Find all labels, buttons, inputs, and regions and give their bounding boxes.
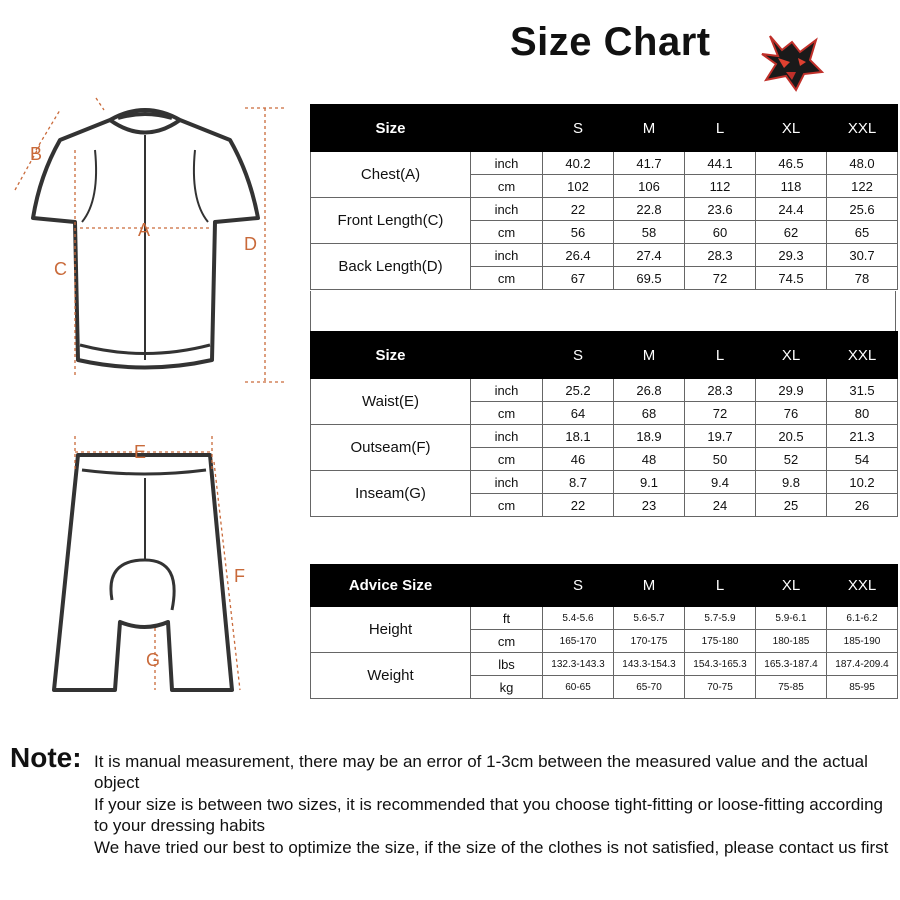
- shorts-outline: [54, 455, 232, 690]
- value-cell: 18.9: [614, 425, 685, 448]
- value-cell: 24: [685, 494, 756, 517]
- value-cell: 154.3-165.3: [685, 653, 756, 676]
- header-cell: L: [685, 332, 756, 379]
- value-cell: 122: [827, 175, 898, 198]
- unit-cell: inch: [471, 244, 543, 267]
- value-cell: 54: [827, 448, 898, 471]
- value-cell: 132.3-143.3: [543, 653, 614, 676]
- row-label: Chest(A): [311, 152, 471, 198]
- value-cell: 5.4-5.6: [543, 607, 614, 630]
- value-cell: 25.2: [543, 379, 614, 402]
- value-cell: 29.3: [756, 244, 827, 267]
- value-cell: 69.5: [614, 267, 685, 290]
- value-cell: 22: [543, 198, 614, 221]
- value-cell: 25.6: [827, 198, 898, 221]
- header-cell: XXL: [827, 332, 898, 379]
- value-cell: 56: [543, 221, 614, 244]
- label-d: D: [244, 234, 257, 254]
- header-cell: XXL: [827, 565, 898, 607]
- value-cell: 180-185: [756, 630, 827, 653]
- value-cell: 22.8: [614, 198, 685, 221]
- table-spacer: [310, 291, 896, 331]
- table-row: [311, 379, 898, 402]
- value-cell: 70-75: [685, 676, 756, 699]
- value-cell: 67: [543, 267, 614, 290]
- value-cell: 50: [685, 448, 756, 471]
- header-cell: [471, 332, 543, 379]
- table-row: [311, 152, 898, 175]
- value-cell: 21.3: [827, 425, 898, 448]
- unit-cell: cm: [471, 175, 543, 198]
- header-cell: XL: [756, 105, 827, 152]
- value-cell: 23: [614, 494, 685, 517]
- unit-cell: inch: [471, 471, 543, 494]
- unit-cell: inch: [471, 198, 543, 221]
- header-cell: M: [614, 565, 685, 607]
- header-cell: S: [543, 105, 614, 152]
- note-line: If your size is between two sizes, it is recommended that you choose tight-fitting or loose-fitting according to your dressing habits: [94, 795, 883, 835]
- value-cell: 5.6-5.7: [614, 607, 685, 630]
- value-cell: 68: [614, 402, 685, 425]
- value-cell: 85-95: [827, 676, 898, 699]
- value-cell: 26: [827, 494, 898, 517]
- value-cell: 27.4: [614, 244, 685, 267]
- value-cell: 10.2: [827, 471, 898, 494]
- row-label: Weight: [311, 653, 471, 699]
- value-cell: 28.3: [685, 379, 756, 402]
- note-label: Note:: [10, 742, 82, 773]
- value-cell: 5.9-6.1: [756, 607, 827, 630]
- value-cell: 75-85: [756, 676, 827, 699]
- value-cell: 40.2: [543, 152, 614, 175]
- value-cell: 19.7: [685, 425, 756, 448]
- table-row: [311, 244, 898, 267]
- header-cell: M: [614, 105, 685, 152]
- row-label: Height: [311, 607, 471, 653]
- label-f: F: [234, 566, 245, 586]
- unit-cell: cm: [471, 448, 543, 471]
- value-cell: 76: [756, 402, 827, 425]
- value-cell: 41.7: [614, 152, 685, 175]
- value-cell: 31.5: [827, 379, 898, 402]
- row-label: Inseam(G): [311, 471, 471, 517]
- table-row: [311, 653, 898, 676]
- page-title: Size Chart: [510, 20, 711, 64]
- value-cell: 28.3: [685, 244, 756, 267]
- value-cell: 44.1: [685, 152, 756, 175]
- header-cell: Size: [311, 105, 471, 152]
- value-cell: 5.7-5.9: [685, 607, 756, 630]
- value-cell: 60: [685, 221, 756, 244]
- table-header-row: [311, 565, 898, 607]
- value-cell: 30.7: [827, 244, 898, 267]
- unit-cell: cm: [471, 402, 543, 425]
- label-e: E: [134, 442, 147, 462]
- jersey-size-table: [310, 104, 898, 290]
- value-cell: 165-170: [543, 630, 614, 653]
- table-row: [311, 198, 898, 221]
- value-cell: 29.9: [756, 379, 827, 402]
- value-cell: 6.1-6.2: [827, 607, 898, 630]
- value-cell: 26.8: [614, 379, 685, 402]
- shorts-size-table: [310, 331, 898, 517]
- value-cell: 187.4-209.4: [827, 653, 898, 676]
- row-label: Outseam(F): [311, 425, 471, 471]
- header-cell: XXL: [827, 105, 898, 152]
- value-cell: 72: [685, 402, 756, 425]
- garment-diagram: [0, 0, 300, 720]
- header-cell: [471, 565, 543, 607]
- table-header-row: [311, 105, 898, 152]
- value-cell: 9.1: [614, 471, 685, 494]
- value-cell: 18.1: [543, 425, 614, 448]
- header-cell: [471, 105, 543, 152]
- value-cell: 118: [756, 175, 827, 198]
- table-row: [311, 607, 898, 630]
- header-cell: L: [685, 565, 756, 607]
- row-label: Back Length(D): [311, 244, 471, 290]
- table-row: [311, 471, 898, 494]
- wolf-logo-icon: [756, 32, 826, 94]
- unit-cell: inch: [471, 152, 543, 175]
- unit-cell: cm: [471, 494, 543, 517]
- header-cell: Advice Size: [311, 565, 471, 607]
- value-cell: 143.3-154.3: [614, 653, 685, 676]
- label-a: A: [138, 220, 151, 240]
- unit-cell: cm: [471, 267, 543, 290]
- value-cell: 52: [756, 448, 827, 471]
- value-cell: 22: [543, 494, 614, 517]
- note-line: We have tried our best to optimize the size, if the size of the clothes is not satisfied, please contact us first: [94, 838, 889, 857]
- table-header-row: [311, 332, 898, 379]
- unit-cell: ft: [471, 607, 543, 630]
- value-cell: 9.4: [685, 471, 756, 494]
- value-cell: 165.3-187.4: [756, 653, 827, 676]
- label-g: G: [146, 650, 161, 670]
- label-b: B: [30, 144, 43, 164]
- value-cell: 46: [543, 448, 614, 471]
- value-cell: 24.4: [756, 198, 827, 221]
- value-cell: 106: [614, 175, 685, 198]
- note-line: It is manual measurement, there may be an error of 1-3cm between the measured value and the actual object: [94, 752, 868, 792]
- unit-cell: cm: [471, 221, 543, 244]
- note-text: [94, 751, 894, 859]
- value-cell: 25: [756, 494, 827, 517]
- value-cell: 46.5: [756, 152, 827, 175]
- value-cell: 60-65: [543, 676, 614, 699]
- header-cell: M: [614, 332, 685, 379]
- value-cell: 112: [685, 175, 756, 198]
- value-cell: 65-70: [614, 676, 685, 699]
- value-cell: 48.0: [827, 152, 898, 175]
- unit-cell: inch: [471, 379, 543, 402]
- value-cell: 23.6: [685, 198, 756, 221]
- unit-cell: cm: [471, 630, 543, 653]
- table-row: [311, 425, 898, 448]
- value-cell: 102: [543, 175, 614, 198]
- unit-cell: lbs: [471, 653, 543, 676]
- value-cell: 48: [614, 448, 685, 471]
- value-cell: 64: [543, 402, 614, 425]
- label-c: C: [54, 259, 67, 279]
- value-cell: 62: [756, 221, 827, 244]
- value-cell: 80: [827, 402, 898, 425]
- value-cell: 74.5: [756, 267, 827, 290]
- value-cell: 78: [827, 267, 898, 290]
- header-cell: S: [543, 565, 614, 607]
- value-cell: 26.4: [543, 244, 614, 267]
- value-cell: 65: [827, 221, 898, 244]
- header-cell: L: [685, 105, 756, 152]
- value-cell: 185-190: [827, 630, 898, 653]
- value-cell: 58: [614, 221, 685, 244]
- advice-size-table: [310, 564, 898, 699]
- unit-cell: kg: [471, 676, 543, 699]
- row-label: Front Length(C): [311, 198, 471, 244]
- value-cell: 175-180: [685, 630, 756, 653]
- unit-cell: inch: [471, 425, 543, 448]
- value-cell: 170-175: [614, 630, 685, 653]
- header-cell: S: [543, 332, 614, 379]
- value-cell: 20.5: [756, 425, 827, 448]
- row-label: Waist(E): [311, 379, 471, 425]
- value-cell: 9.8: [756, 471, 827, 494]
- header-cell: Size: [311, 332, 471, 379]
- header-cell: XL: [756, 565, 827, 607]
- value-cell: 72: [685, 267, 756, 290]
- header-cell: XL: [756, 332, 827, 379]
- value-cell: 8.7: [543, 471, 614, 494]
